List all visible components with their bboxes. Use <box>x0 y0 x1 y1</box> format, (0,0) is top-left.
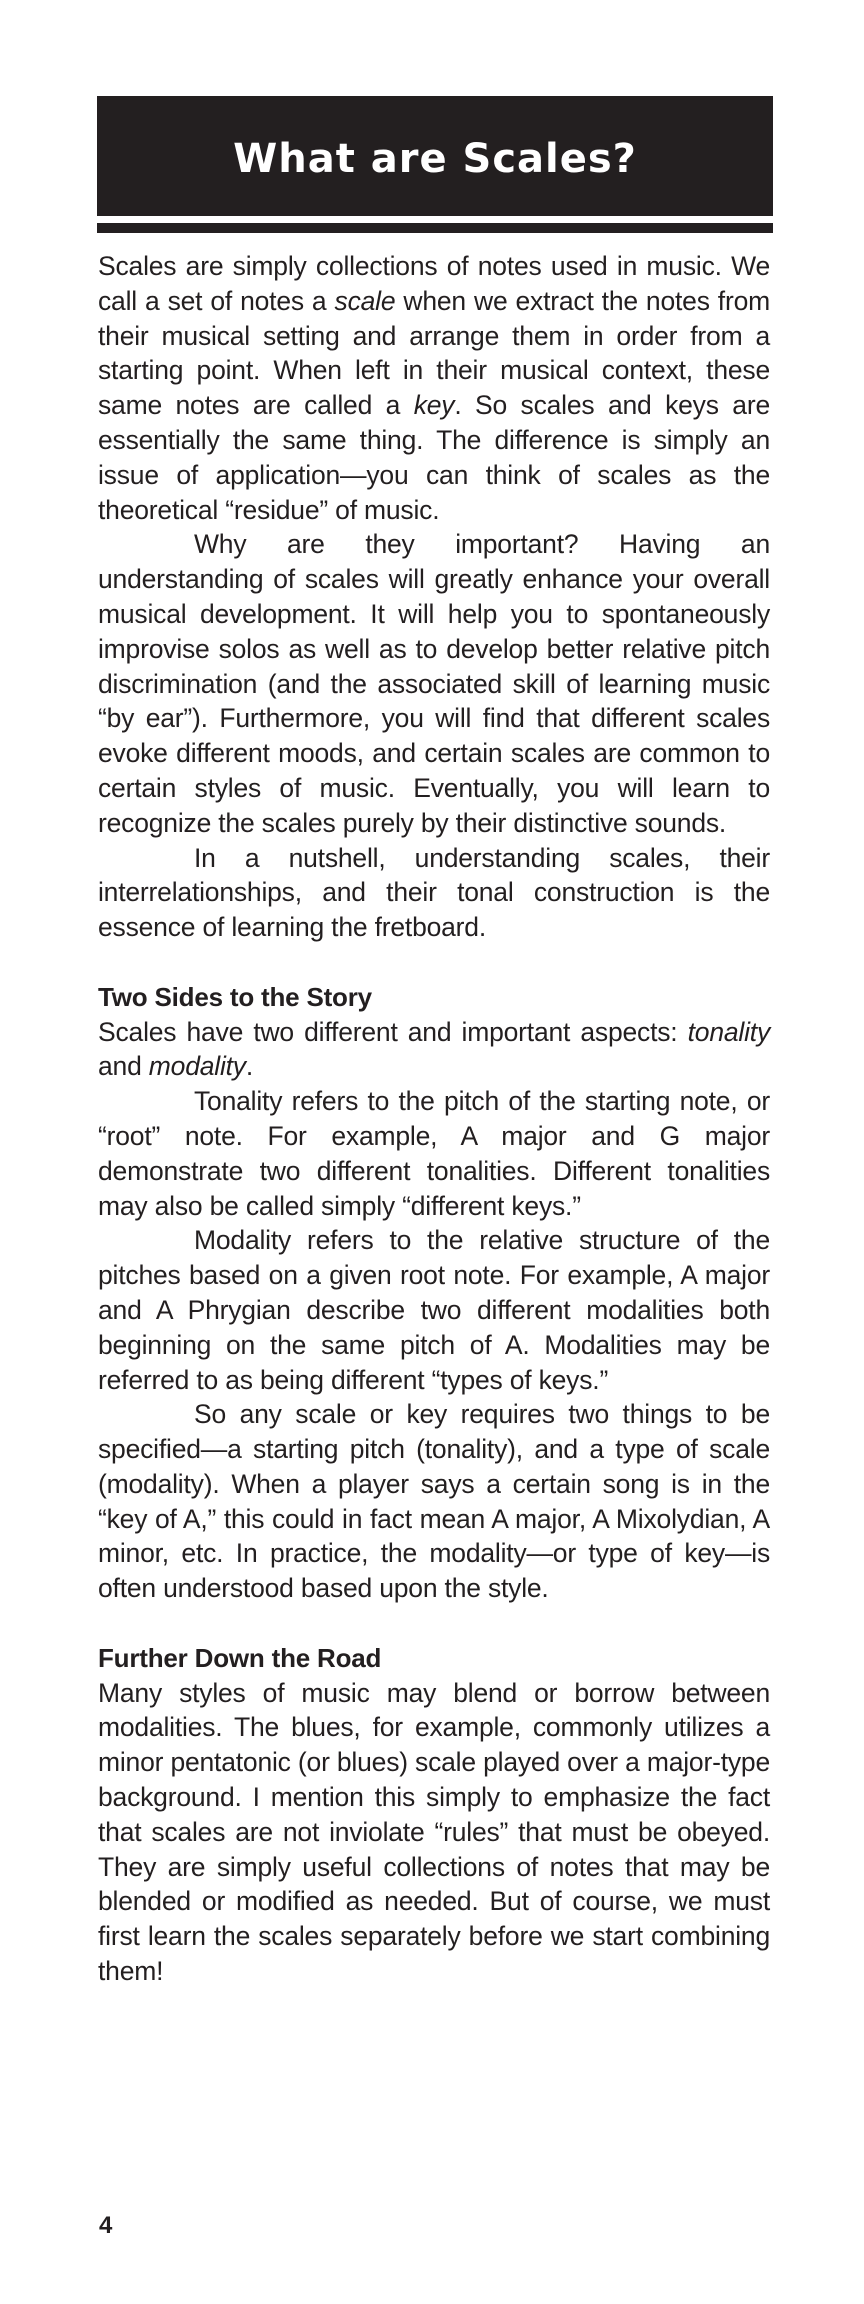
page-content <box>98 249 770 1989</box>
section-heading-further: Further Down the Road <box>98 1642 382 1673</box>
intro-paragraph-3: In a nutshell, understanding scales, their interrelationships, and their tonal construction is the essence of learning the fretboard. <box>98 842 770 943</box>
two-sides-paragraph-2: Tonality refers to the pitch of the starting note, or “root” note. For example, A major and G major demonstrate two different tonalities. Different tonalities may also be called simply “different keys.” <box>98 1086 770 1221</box>
two-sides-paragraph-4: So any scale or key requires two things to be specified—a starting pitch (tonality), and a type of scale (modality). When a player says a certain song is in the “key of A,” this could in fact mean A major, A Mixolydian, A minor, etc. In practice, the modality—or type of key—is often understood based upon the style. <box>98 1399 770 1604</box>
intro-paragraph-1: Scales are simply collections of notes used in music. We call a set of notes a scale when we extract the notes from their musical setting and arrange them in order from a starting point. When left in their musical context, these same notes are called a key. So scales and keys are essentially the same thing. The difference is simply an issue of application—you can think of scales as the theoretical “residue” of music. <box>98 251 770 525</box>
section-heading-two-sides: Two Sides to the Story <box>98 981 372 1012</box>
two-sides-paragraph-1: Scales have two different and important aspects: tonality and modality. <box>98 1016 770 1082</box>
chapter-header <box>97 96 773 216</box>
chapter-title: What are Scales? <box>233 136 637 182</box>
further-paragraph-1: Many styles of music may blend or borrow between modalities. The blues, for example, commonly utilizes a minor pentatonic (or blues) scale played over a major-type background. I mention this simply to emphasize the fact that scales are not inviolate “rules” that must be obeyed. They are simply useful collections of notes that may be blended or modified as needed. But of course, we must first learn the scales separately before we start combining them! <box>98 1677 770 1987</box>
page-number: 4 <box>99 2212 113 2239</box>
two-sides-paragraph-3: Modality refers to the relative structure of the pitches based on a given root note. For example, A major and A Phrygian describe two different modalities both beginning on the same pitch of A. Modalities may be referred to as being different “types of keys.” <box>98 1225 770 1395</box>
intro-paragraph-2: Why are they important? Having an understanding of scales will greatly enhance your overall musical development. It will help you to spontaneously improvise solos as well as to develop better relative pitch discrimination (and the associated skill of learning music “by ear”). Furthermore, you will find that different scales evoke different moods, and certain scales are common to certain styles of music. Eventually, you will learn to recognize the scales purely by their distinctive sounds. <box>98 529 770 838</box>
header-divider <box>97 223 773 233</box>
